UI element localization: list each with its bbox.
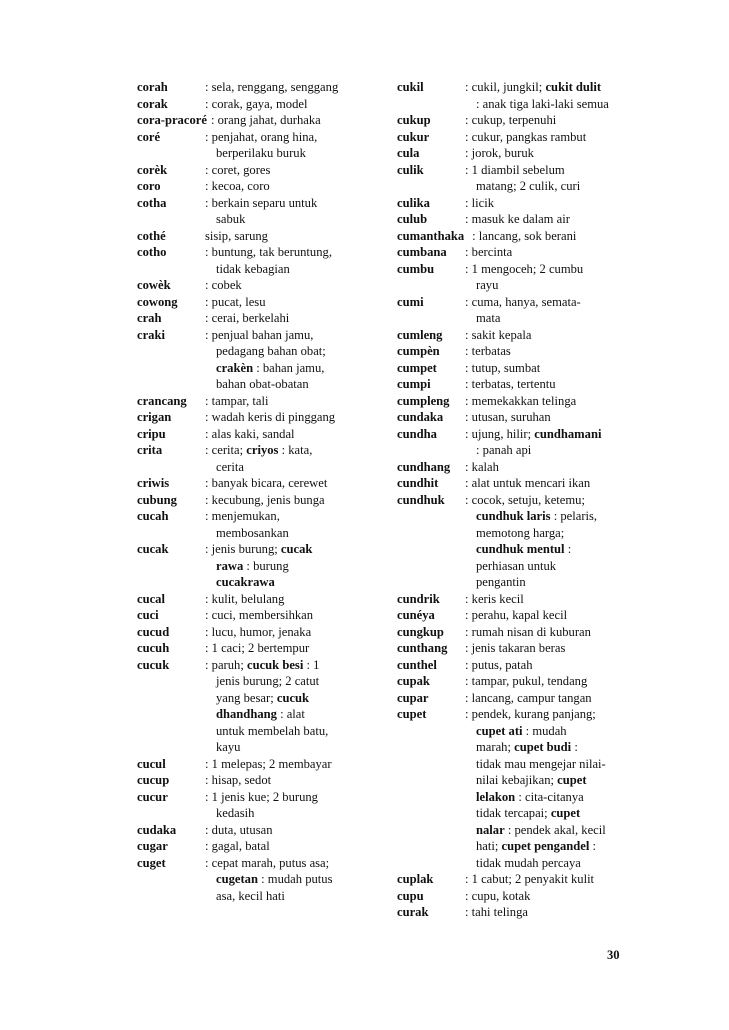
definition: : tahi telinga [465,905,528,919]
definition-continuation: tidak mudah percaya [476,855,581,870]
dictionary-entry [397,657,629,674]
dictionary-entry [397,904,629,921]
dictionary-entry [137,508,377,541]
dictionary-entry [137,393,377,410]
headword: cumbana [397,245,447,259]
dictionary-entry [397,228,629,245]
definition: : banyak bicara, cerewet [205,476,328,490]
definition: : lucu, humor, jenaka [205,624,312,639]
dictionary-entry [397,162,629,195]
headword: cundaka [397,410,444,424]
definition: : kalah [465,459,499,474]
definition: : hisap, sedot [205,773,272,787]
headword: craki [137,327,165,342]
headword: cotho [137,245,167,259]
definition-continuation: rayu [476,278,499,292]
definition-continuation: cucakrawa [216,575,275,589]
headword: cucah [137,509,169,523]
definition: : cepat marah, putus asa; [205,855,330,870]
headword: cuci [137,608,159,622]
dictionary-entry [137,475,377,492]
definition: : tampar, pukul, tendang [465,674,588,688]
dictionary-entry [137,244,377,277]
headword: cundhit [397,476,439,490]
definition: : memekakkan telinga [465,393,577,408]
dictionary-entry [397,393,629,410]
headword: cumleng [397,327,443,342]
definition: : sela, renggang, senggang [205,80,339,94]
definition: : cerita; criyos : kata, [205,443,313,457]
headword: cudaka [137,822,177,837]
definition: : pendek, kurang panjang; [465,707,596,721]
dictionary-entry [397,343,629,360]
dictionary-entry [397,376,629,393]
headword: cumpi [397,377,431,391]
definition-continuation: jenis burung; 2 catut [216,674,320,688]
page-number: 30 [607,948,620,962]
right-column [397,79,629,921]
definition: : 1 jenis kue; 2 burung [205,789,318,804]
dictionary-entry [397,129,629,146]
definition-continuation: sabuk [216,212,246,226]
definition-continuation: tidak tercapai; cupet [476,806,581,820]
headword: curak [397,905,429,919]
definition: : sakit kepala [465,327,532,342]
definition-continuation: cerita [216,459,244,474]
dictionary-entry [137,855,377,905]
dictionary-entry [137,228,377,245]
definition-continuation: cugetan : mudah putus [216,872,333,886]
headword: cula [397,146,420,160]
headword: cukur [397,129,430,144]
dictionary-entry [137,294,377,311]
dictionary-entry [397,294,629,327]
headword: crah [137,311,162,325]
dictionary-entry [137,277,377,294]
definition: : kulit, belulang [205,591,285,606]
definition: : 1 melepas; 2 membayar [205,756,332,771]
headword: cukup [397,113,431,127]
definition: : perahu, kapal kecil [465,608,568,622]
dictionary-entry [397,640,629,657]
definition: : alat untuk mencari ikan [465,476,591,490]
definition: : cukur, pangkas rambut [465,129,587,144]
definition: : masuk ke dalam air [465,212,570,226]
definition: : terbatas [465,344,511,358]
dictionary-entry [397,409,629,426]
dictionary-entry [137,327,377,393]
definition-continuation: nalar : pendek akal, kecil [476,822,606,837]
definition-continuation: tidak mau mengejar nilai- [476,756,606,771]
definition-continuation: asa, kecil hati [216,888,285,903]
definition-continuation: bahan obat-obatan [216,377,309,391]
definition-continuation: lelakon : cita-citanya [476,789,584,804]
definition: : jenis burung; cucak [205,542,313,556]
definition: : gagal, batal [205,839,270,853]
definition: : cukil, jungkil; cukit dulit [465,80,602,94]
definition: : lancang, sok berani [469,228,577,243]
definition-continuation: marah; cupet budi : [476,740,578,754]
headword: cucuh [137,641,170,655]
headword: cowèk [137,278,171,292]
definition: : duta, utusan [205,822,273,837]
definition: : paruh; cucuk besi : 1 [205,657,320,672]
definition-continuation: cupet ati : mudah [476,723,567,738]
dictionary-entry [397,79,629,112]
definition-continuation: kedasih [216,806,255,820]
definition: sisip, sarung [205,228,268,243]
definition-continuation: memotong harga; [476,525,565,540]
definition-continuation: : anak tiga laki-laki semua [476,96,609,111]
definition-continuation: tidak kebagian [216,261,290,276]
dictionary-entry [397,706,629,871]
headword: cumpet [397,360,437,375]
dictionary-entry [137,624,377,641]
headword: coro [137,179,161,193]
dictionary-entry [397,459,629,476]
definition: : alas kaki, sandal [205,426,295,441]
headword: cundrik [397,591,440,606]
headword: criwis [137,476,170,490]
definition-continuation: berperilaku buruk [216,146,306,160]
headword: cucur [137,789,168,804]
headword: cunthang [397,641,448,655]
definition-continuation: nilai kebajikan; cupet [476,773,587,787]
headword: cupu [397,888,424,903]
definition: : tampar, tali [205,393,269,408]
dictionary-entry [397,607,629,624]
dictionary-entry [137,541,377,591]
headword: cucup [137,773,170,787]
headword: cowong [137,294,178,309]
headword: cumpleng [397,393,450,408]
headword: cumbu [397,261,435,276]
definition: : cobek [205,278,242,292]
dictionary-entry [397,261,629,294]
headword: cothé [137,228,166,243]
definition: : cerai, berkelahi [205,311,290,325]
headword: cungkup [397,624,444,639]
definition: : 1 cabut; 2 penyakit kulit [465,872,595,886]
dictionary-entry [397,475,629,492]
dictionary-entry [397,112,629,129]
definition: : kecubung, jenis bunga [205,492,325,507]
definition-continuation: : panah api [476,443,532,457]
definition-continuation: kayu [216,740,241,754]
dictionary-entry [137,640,377,657]
dictionary-entry [137,756,377,773]
headword: cuget [137,855,166,870]
headword: cumpèn [397,344,440,358]
definition: : rumah nisan di kuburan [465,624,591,639]
headword: cundhuk [397,492,445,507]
definition-continuation: cundhuk laris : pelaris, [476,509,598,523]
headword: cubung [137,492,177,507]
definition: : tutup, sumbat [465,360,541,375]
definition-continuation: perhiasan untuk [476,558,557,573]
definition: : licik [465,195,495,210]
definition: : penjual bahan jamu, [205,327,314,342]
headword: cucuk [137,657,170,672]
headword: cumanthaka [397,228,465,243]
dictionary-entry [397,673,629,690]
headword: cora-pracoré [137,113,207,127]
headword: culika [397,195,430,210]
headword: coré [137,129,161,144]
headword: crancang [137,393,187,408]
dictionary-entry [137,607,377,624]
dictionary-entry [137,838,377,855]
dictionary-entry [137,79,377,96]
dictionary-entry [397,244,629,261]
dictionary-entry [397,211,629,228]
headword: corèk [137,162,168,177]
dictionary-entry [397,690,629,707]
headword: cotha [137,195,167,210]
dictionary-entry [397,195,629,212]
dictionary-entry [397,426,629,459]
headword: cundha [397,426,437,441]
definition-continuation: untuk membelah batu, [216,723,329,738]
definition: : corak, gaya, model [205,96,308,111]
dictionary-entry [397,492,629,591]
dictionary-entry [397,360,629,377]
headword: cripu [137,426,166,441]
dictionary-entry [137,310,377,327]
definition-continuation: hati; cupet pengandel : [476,839,597,853]
dictionary-entry [137,492,377,509]
headword: crita [137,443,163,457]
headword: cupar [397,690,429,705]
definition: : cupu, kotak [465,888,531,903]
definition: : bercinta [465,245,513,259]
definition-continuation: mata [476,311,501,325]
headword: cumi [397,294,424,309]
headword: crigan [137,410,172,424]
dictionary-entry [137,822,377,839]
dictionary-entry [397,624,629,641]
definition: : buntung, tak beruntung, [205,245,332,259]
definition: : berkain separu untuk [205,195,318,210]
definition: : putus, patah [465,657,533,672]
dictionary-entry [137,657,377,756]
headword: cugar [137,839,168,853]
dictionary-entry [397,871,629,888]
definition: : orang jahat, durhaka [210,113,321,127]
definition: : penjahat, orang hina, [205,129,318,144]
headword: cunéya [397,608,435,622]
definition: : cukup, terpenuhi [465,113,557,127]
definition: : kecoa, coro [205,179,270,193]
headword: corak [137,96,168,111]
dictionary-entry [137,591,377,608]
dictionary-entry [137,426,377,443]
definition: : jorok, buruk [465,146,534,160]
definition-continuation: cundhuk mentul : [476,542,572,556]
definition: : terbatas, tertentu [465,377,556,391]
dictionary-entry [137,129,377,162]
definition: : utusan, suruhan [465,410,551,424]
definition-continuation: membosankan [216,525,289,540]
definition: : ujung, hilir; cundhamani [465,426,602,441]
headword: cucul [137,756,166,771]
definition: : menjemukan, [205,509,280,523]
dictionary-entry [137,772,377,789]
headword: corah [137,80,168,94]
headword: cuplak [397,872,434,886]
headword: culub [397,212,428,226]
left-column [137,79,377,904]
definition: : coret, gores [205,162,271,177]
definition: : cocok, setuju, ketemu; [465,492,585,507]
definition-continuation: matang; 2 culik, curi [476,179,581,193]
definition: : cuci, membersihkan [205,608,314,622]
definition: : cuma, hanya, semata- [465,294,581,309]
dictionary-entry [137,442,377,475]
definition: : jenis takaran beras [465,641,566,655]
definition: : lancang, campur tangan [465,690,592,705]
dictionary-entry [397,327,629,344]
definition-continuation: pengantin [476,575,526,589]
dictionary-entry [137,112,377,129]
definition: : 1 caci; 2 bertempur [205,641,310,655]
dictionary-entry [137,178,377,195]
definition-continuation: rawa : burung [216,558,289,573]
dictionary-entry [397,888,629,905]
definition: : wadah keris di pinggang [205,410,336,424]
definition: : 1 diambil sebelum [465,162,565,177]
dictionary-entry [397,591,629,608]
definition: : 1 mengoceh; 2 cumbu [465,261,584,276]
headword: cucak [137,542,169,556]
dictionary-entry [137,162,377,179]
dictionary-entry [397,145,629,162]
definition-continuation: pedagang bahan obat; [216,344,326,358]
dictionary-entry [137,409,377,426]
definition: : keris kecil [465,591,524,606]
headword: cupak [397,674,430,688]
dictionary-entry [137,789,377,822]
headword: cucal [137,591,165,606]
definition: : pucat, lesu [205,294,266,309]
dictionary-entry [137,96,377,113]
definition-continuation: yang besar; cucuk [216,690,310,705]
headword: culik [397,162,424,177]
dictionary-entry [137,195,377,228]
headword: cucud [137,624,170,639]
headword: cundhang [397,459,451,474]
definition-continuation: crakèn : bahan jamu, [216,360,325,375]
headword: cupet [397,707,427,721]
headword: cukil [397,80,424,94]
definition-continuation: dhandhang : alat [216,707,305,721]
headword: cunthel [397,657,437,672]
